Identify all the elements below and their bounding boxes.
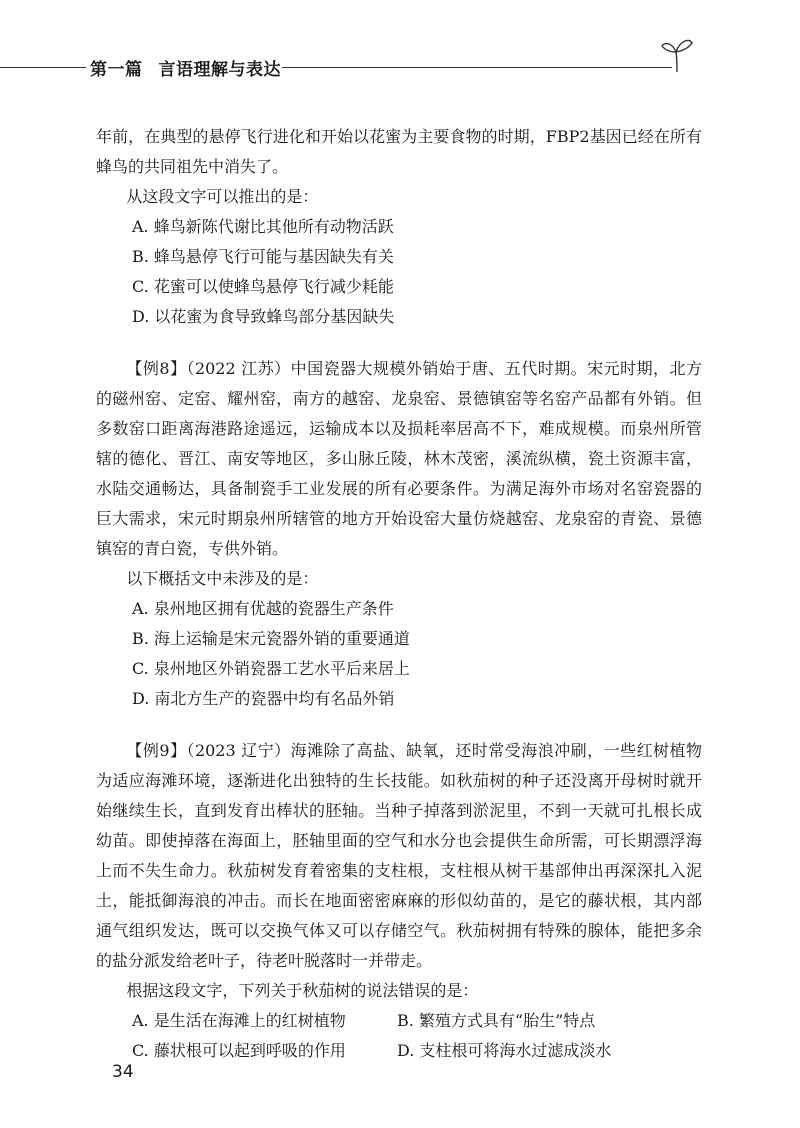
passage1-option-a: A. 蜂鸟新陈代谢比其他所有动物活跃 (132, 217, 394, 236)
page-content (96, 122, 702, 1066)
header-title (90, 55, 281, 80)
passage1-text: 年前，在典型的悬停飞行进化和开始以花蜜为主要食物的时期，FBP2基因已经在所有蜂鸟的共同祖先中消失了。 (96, 127, 702, 176)
example8-question: 以下概括文中未涉及的是： (126, 569, 319, 588)
sprout-icon (660, 34, 694, 74)
example9-option-a: A. 是生活在海滩上的红树植物 (132, 1011, 346, 1030)
example9-source: （2023 辽宁） (186, 741, 291, 760)
page-header (0, 40, 800, 90)
example8-text: 中国瓷器大规模外销始于唐、五代时期。宋元时期，北方的磁州窑、定窑、耀州窑，南方的越窑、龙泉窑、景德镇窑等名窑产品都有外销。但多数窑口距离海港路途遥远，运输成本以及损耗率居高不下，难成规模。而泉州所管辖的德化、晋江、南安等地区，多山脉丘陵，林木茂密，溪流纵横，瓷土资源丰富，水陆交通畅达，具备制瓷手工业发展的所有必要条件。为满足海外市场对名窑瓷器的巨大需求，宋元时期泉州所辖管的地方开始设窑大量仿烧越窑、龙泉窑的青瓷、景德镇窑的青白瓷，专供外销。 (96, 359, 702, 558)
example9-passage (96, 736, 702, 976)
header-rule-right (282, 67, 672, 68)
example9-label: 【例9】 (126, 741, 187, 760)
passage1-option-d: D. 以花蜜为食导致蜂鸟部分基因缺失 (132, 307, 395, 326)
example8-source: （2022 江苏） (186, 359, 291, 378)
example8-option-a: A. 泉州地区拥有优越的瓷器生产条件 (132, 599, 394, 618)
example8-option-c: C. 泉州地区外销瓷器工艺水平后来居上 (132, 659, 410, 678)
page-number: 34 (112, 1062, 134, 1082)
header-part: 第一篇 (90, 60, 143, 80)
example8-label: 【例8】 (126, 359, 187, 378)
example9-option-d: D. 支柱根可将海水过滤成淡水 (397, 1041, 612, 1060)
header-chapter-title: 言语理解与表达 (158, 60, 281, 80)
example9-option-b: B. 繁殖方式具有“胎生”特点 (397, 1011, 596, 1030)
example9-option-c: C. 藤状根可以起到呼吸的作用 (132, 1041, 346, 1060)
example8-option-d: D. 南北方生产的瓷器中均有名品外销 (132, 689, 395, 708)
header-rule-left (0, 67, 86, 68)
example9-question: 根据这段文字，下列关于秋茄树的说法错误的是： (126, 981, 479, 1000)
example8-option-b: B. 海上运输是宋元瓷器外销的重要通道 (132, 629, 410, 648)
passage1-option-c: C. 花蜜可以使蜂鸟悬停飞行减少耗能 (132, 277, 394, 296)
example9-options-row-1 (96, 1006, 702, 1036)
passage1-question: 从这段文字可以推出的是： (126, 187, 319, 206)
example8-passage (96, 354, 702, 564)
example9-text: 海滩除了高盐、缺氧，还时常受海浪冲刷，一些红树植物为适应海滩环境，逐渐进化出独特的生长技能。如秋茄树的种子还没离开母树时就开始继续生长，直到发育出棒状的胚轴。当种子掉落到淤泥里，不到一天就可扎根长成幼苗。即使掉落在海面上，胚轴里面的空气和水分也会提供生命所需，可长期漂浮海上而不失生命力。秋茄树发育着密集的支柱根，支柱根从树干基部伸出再深深扎入泥土，能抵御海浪的冲击。而长在地面密密麻麻的形似幼苗的，是它的藤状根，其内部通气组织发达，既可以交换气体又可以存储空气。秋茄树拥有特殊的腺体，能把多余的盐分派发给老叶子，待老叶脱落时一并带走。 (96, 741, 702, 970)
example9-options-row-2 (96, 1036, 702, 1066)
passage1-option-b: B. 蜂鸟悬停飞行可能与基因缺失有关 (132, 247, 394, 266)
